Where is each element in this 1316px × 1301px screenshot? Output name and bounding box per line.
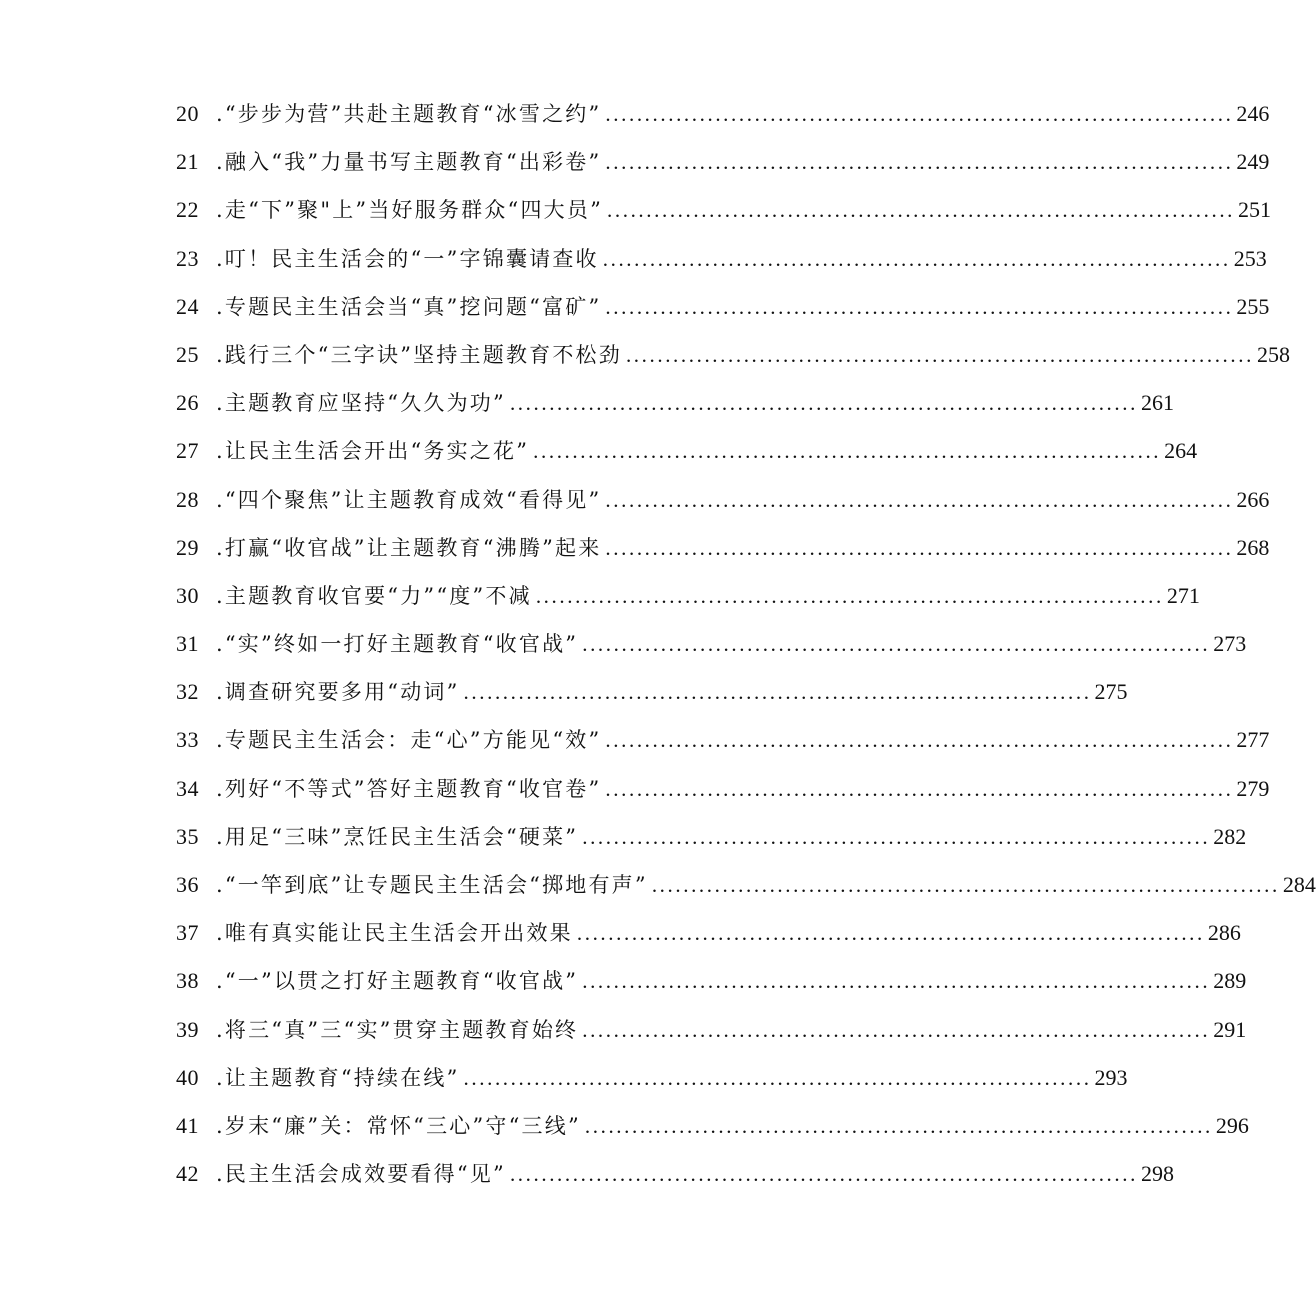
toc-entry-number: 31: [176, 631, 199, 657]
toc-dot-leader: ................................................................................: [463, 1065, 1092, 1090]
toc-entry-number: 23: [176, 245, 199, 271]
toc-entry-title: .打赢“收官战”让主题教育“沸腾”起来: [216, 535, 602, 560]
toc-entry-title: .“四个聚焦”让主题教育成效“看得见”: [216, 487, 602, 512]
toc-entry[interactable]: [176, 575, 1200, 623]
toc-entry-page: 268: [1236, 534, 1270, 560]
toc-entry-number: 39: [176, 1016, 199, 1042]
toc-dot-leader: ................................................................................: [535, 583, 1164, 608]
toc-dot-leader: ................................................................................: [584, 1113, 1213, 1138]
toc-entry-page: 277: [1236, 727, 1270, 753]
toc-entry-page: 251: [1238, 197, 1272, 223]
toc-dot-leader: ................................................................................: [605, 487, 1234, 512]
toc-entry[interactable]: [176, 671, 1128, 719]
toc-entry-title: .调查研究要多用“动词”: [216, 680, 460, 705]
toc-entry-page: 264: [1164, 438, 1198, 464]
toc-entry-number: 32: [176, 679, 199, 705]
toc-dot-leader: ................................................................................: [582, 632, 1211, 657]
toc-entry-page: 246: [1236, 101, 1270, 126]
toc-entry-title: .“一”以贯之打好主题教育“收官战”: [216, 969, 579, 994]
toc-entry[interactable]: [176, 960, 1247, 1008]
toc-entry-number: 27: [176, 438, 199, 464]
toc-dot-leader: ................................................................................: [463, 680, 1092, 705]
toc-entry-title: .将三“真”三“实”贯穿主题教育始终: [216, 1017, 579, 1042]
toc-entry-number: 33: [176, 727, 199, 753]
toc-entry-number: 25: [176, 341, 199, 367]
toc-entry-title: .叮！民主生活会的“一”字锦囊请查收: [216, 246, 599, 271]
toc-entry-number: 40: [176, 1064, 199, 1090]
toc-entry[interactable]: [176, 1153, 1174, 1201]
toc-entry-title: .让民主生活会开出“务实之花”: [216, 439, 530, 464]
toc-entry-number: 42: [176, 1161, 199, 1187]
toc-entry-title: .“实”终如一打好主题教育“收官战”: [216, 632, 579, 657]
toc-entry-title: .列好“不等式”答好主题教育“收官卷”: [216, 776, 602, 801]
toc-entry-page: 284: [1282, 872, 1316, 897]
toc-entry[interactable]: [176, 238, 1267, 286]
toc-entry-number: 24: [176, 293, 199, 319]
toc-entry-page: 293: [1094, 1064, 1128, 1090]
toc-entry-number: 22: [176, 197, 199, 223]
toc-entry-page: 273: [1213, 631, 1247, 657]
toc-entry-number: 36: [176, 872, 199, 897]
toc-entry-number: 35: [176, 823, 199, 849]
toc-entry-page: 249: [1236, 149, 1270, 175]
toc-dot-leader: ................................................................................: [582, 969, 1211, 994]
toc-dot-leader: ................................................................................: [605, 150, 1234, 175]
toc-entry-page: 261: [1140, 390, 1174, 416]
toc-entry-title: .主题教育收官要“力”“度”不减: [216, 583, 532, 608]
toc-entry[interactable]: [176, 430, 1198, 478]
toc-entry-page: 271: [1166, 582, 1200, 608]
toc-entry-page: 298: [1140, 1161, 1174, 1187]
toc-entry-page: 286: [1207, 920, 1241, 946]
toc-dot-leader: ................................................................................: [651, 873, 1280, 897]
toc-entry-number: 41: [176, 1112, 199, 1138]
toc-dot-leader: ................................................................................: [576, 921, 1205, 946]
toc-entry[interactable]: [176, 1057, 1128, 1105]
toc-entry[interactable]: [176, 334, 1290, 382]
toc-entry-number: 26: [176, 390, 199, 416]
toc-entry[interactable]: [176, 93, 1270, 141]
toc-dot-leader: ................................................................................: [625, 342, 1254, 367]
toc-entry[interactable]: [176, 527, 1270, 575]
toc-entry-number: 28: [176, 486, 199, 512]
toc-entry[interactable]: [176, 864, 1316, 912]
toc-entry-title: .专题民主生活会：走“心”方能见“效”: [216, 728, 602, 753]
toc-entry[interactable]: [176, 479, 1270, 527]
toc-entry-page: 291: [1213, 1016, 1247, 1042]
table-of-contents: [176, 93, 1316, 1201]
toc-dot-leader: ................................................................................: [605, 535, 1234, 560]
toc-dot-leader: ................................................................................: [605, 728, 1234, 753]
toc-entry-number: 30: [176, 582, 199, 608]
toc-entry-title: .融入“我”力量书写主题教育“出彩卷”: [216, 150, 602, 175]
toc-entry[interactable]: [176, 623, 1247, 671]
toc-dot-leader: ................................................................................: [607, 198, 1236, 223]
toc-entry[interactable]: [176, 719, 1270, 767]
toc-entry-number: 37: [176, 920, 199, 946]
toc-dot-leader: ................................................................................: [605, 776, 1234, 801]
toc-entry[interactable]: [176, 141, 1270, 189]
toc-dot-leader: ................................................................................: [509, 391, 1138, 416]
toc-entry-page: 255: [1236, 293, 1270, 319]
toc-entry-number: 38: [176, 968, 199, 994]
toc-dot-leader: ................................................................................: [602, 246, 1231, 271]
toc-entry-page: 289: [1213, 968, 1247, 994]
toc-dot-leader: ................................................................................: [509, 1162, 1138, 1187]
toc-entry-page: 275: [1094, 679, 1128, 705]
toc-entry-title: .“一竿到底”让专题民主生活会“掷地有声”: [216, 873, 648, 897]
toc-dot-leader: ................................................................................: [605, 102, 1234, 126]
toc-entry-title: .岁末“廉”关：常怀“三心”守“三线”: [216, 1113, 581, 1138]
toc-entry-title: .用足“三味”烹饪民主生活会“硬菜”: [216, 824, 579, 849]
toc-entry-page: 258: [1256, 341, 1290, 367]
toc-entry-title: .唯有真实能让民主生活会开出效果: [216, 921, 573, 946]
toc-entry-page: 296: [1215, 1112, 1249, 1138]
toc-entry-title: .“步步为营”共赴主题教育“冰雪之约”: [216, 102, 602, 126]
toc-entry-number: 20: [176, 101, 199, 126]
toc-entry-page: 253: [1233, 245, 1267, 271]
toc-entry-title: .专题民主生活会当“真”挖问题“富矿”: [216, 294, 602, 319]
toc-entry[interactable]: [176, 382, 1174, 430]
toc-dot-leader: ................................................................................: [582, 824, 1211, 849]
toc-entry-title: .践行三个“三字诀”坚持主题教育不松劲: [216, 342, 622, 367]
toc-dot-leader: ................................................................................: [533, 439, 1162, 464]
toc-entry-title: .让主题教育“持续在线”: [216, 1065, 460, 1090]
toc-entry-page: 279: [1236, 775, 1270, 801]
toc-entry[interactable]: [176, 768, 1270, 816]
toc-entry-number: 34: [176, 775, 199, 801]
toc-entry[interactable]: [176, 816, 1247, 864]
toc-entry-title: .走“下”聚"上”当好服务群众“四大员”: [216, 198, 604, 223]
toc-dot-leader: ................................................................................: [605, 294, 1234, 319]
toc-entry[interactable]: [176, 1105, 1249, 1153]
toc-entry-page: 266: [1236, 486, 1270, 512]
toc-entry[interactable]: [176, 189, 1272, 237]
toc-entry-number: 29: [176, 534, 199, 560]
toc-entry-page: 282: [1213, 823, 1247, 849]
toc-entry-number: 21: [176, 149, 199, 175]
toc-entry[interactable]: [176, 912, 1241, 960]
toc-dot-leader: ................................................................................: [582, 1017, 1211, 1042]
toc-entry-title: .民主生活会成效要看得“见”: [216, 1162, 506, 1187]
toc-entry[interactable]: [176, 286, 1270, 334]
toc-entry[interactable]: [176, 1009, 1247, 1057]
toc-entry-title: .主题教育应坚持“久久为功”: [216, 391, 506, 416]
